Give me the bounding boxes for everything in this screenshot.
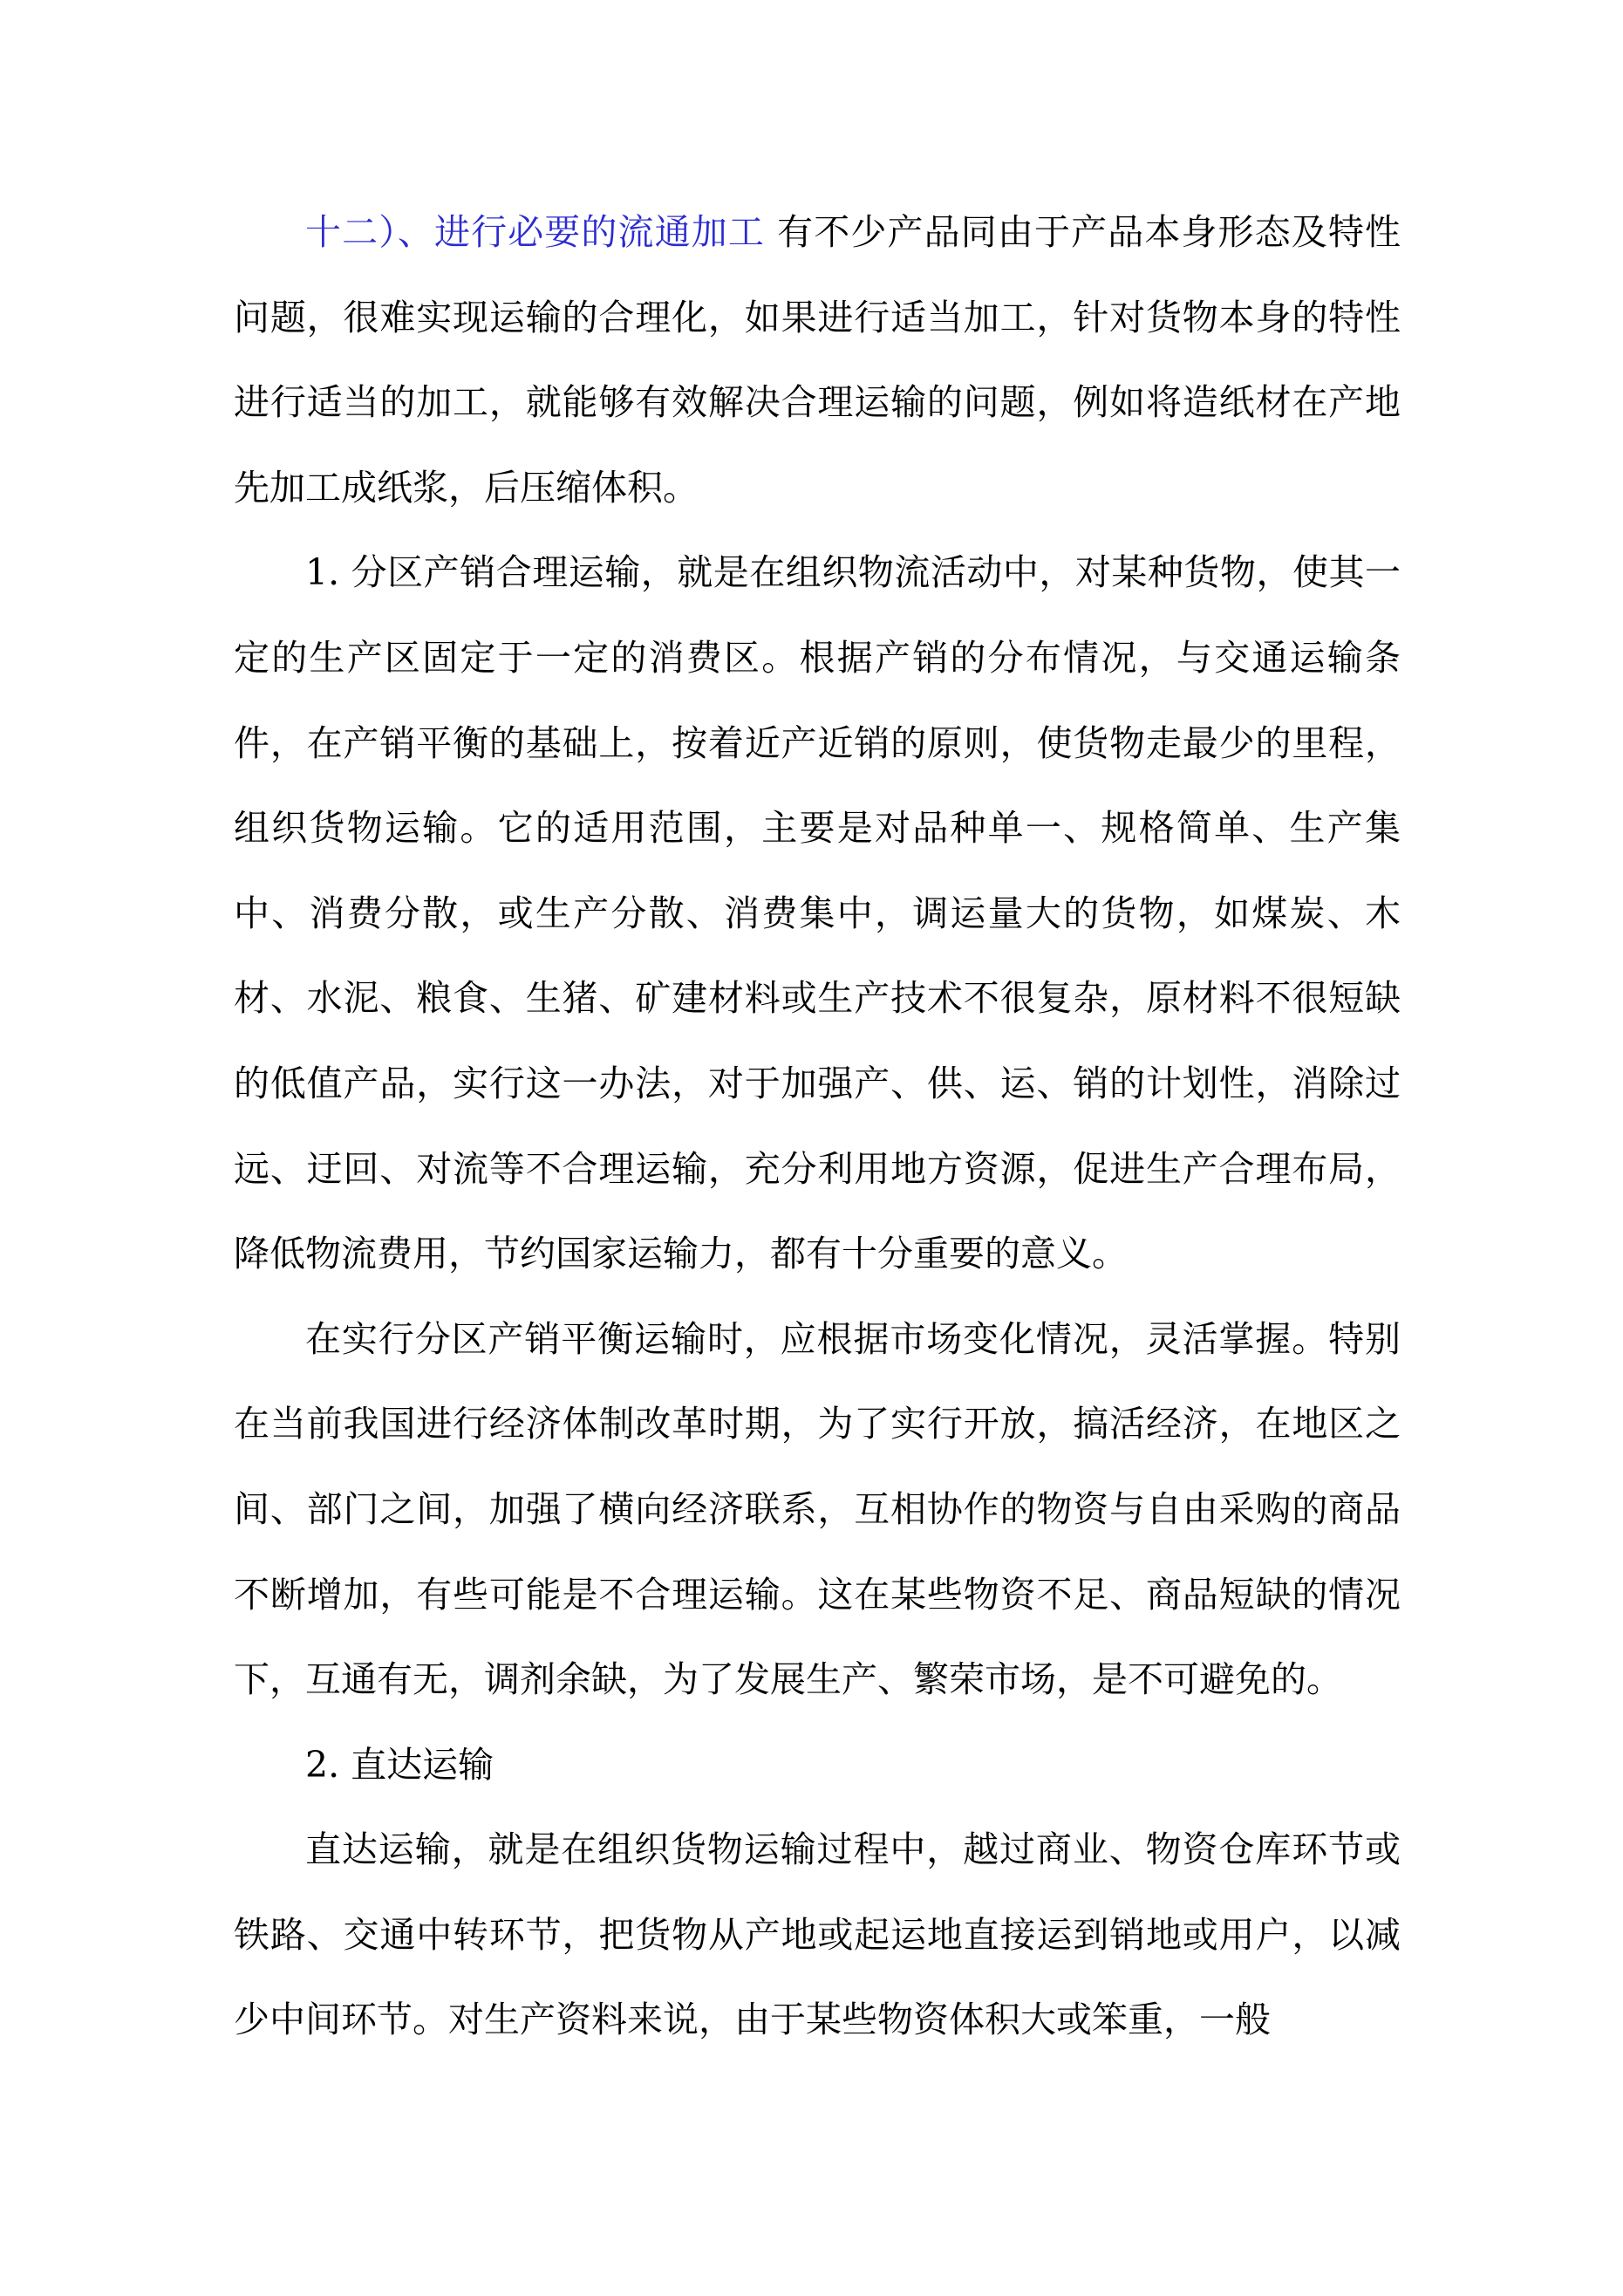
subheading-direct-transport: 2. 直达运输 (305, 1743, 494, 1786)
section-heading: 十二）、进行必要的流通加工 (305, 211, 766, 253)
paragraph-zoning-flexibility: 在实行分区产销平衡运输时，应根据市场变化情况，灵活掌握。特别在当前我国进行经济体制改革时期，为了实行开放，搞活经济，在地区之间、部门之间，加强了横向经济联系，互相协作的物资与自由采购的商品不断增加，有些可能是不合理运输。这在某些物资不足、商品短缺的情况下，互通有无，调剂余缺，为了发展生产、繁荣市场，是不可避免的。 (234, 1317, 1401, 1701)
intro-text: 有不少产品同由于产品本身形态及特性问题，很难实现运输的合理化，如果进行适当加工，针对货物本身的特性进行适当的加工，就能够有效解决合理运输的问题，例如将造纸材在产地先加工成纸浆，后压缩体积。 (234, 211, 1401, 509)
paragraph-zoning-transport: 1. 分区产销合理运输，就是在组织物流活动中，对某种货物，使其一定的生产区固定于一定的消费区。根据产销的分布情况，与交通运输条件，在产销平衡的基础上，按着近产近销的原则，使货物走最少的里程，组织货物运输。它的适用范围，主要是对品种单一、规格简单、生产集中、消费分散，或生产分散、消费集中，调运量大的货物，如煤炭、木材、水泥、粮食、生猪、矿建材料或生产技术不很复杂，原材料不很短缺的低值产品，实行这一办法，对于加强产、供、运、销的计划性，消除过远、迂回、对流等不合理运输，充分利用地方资源，促进生产合理布局，降低物流费用，节约国家运输力，都有十分重要的意义。 (234, 551, 1401, 1275)
paragraph-direct-transport: 直达运输，就是在组织货物运输过程中，越过商业、物资仓库环节或铁路、交通中转环节，把货物从产地或起运地直接运到销地或用户，以减少中间环节。对生产资料来说，由于某些物资体积大或笨重，一般 (234, 1828, 1401, 2041)
intro-paragraph (234, 190, 1401, 530)
document-body (234, 190, 1401, 2063)
